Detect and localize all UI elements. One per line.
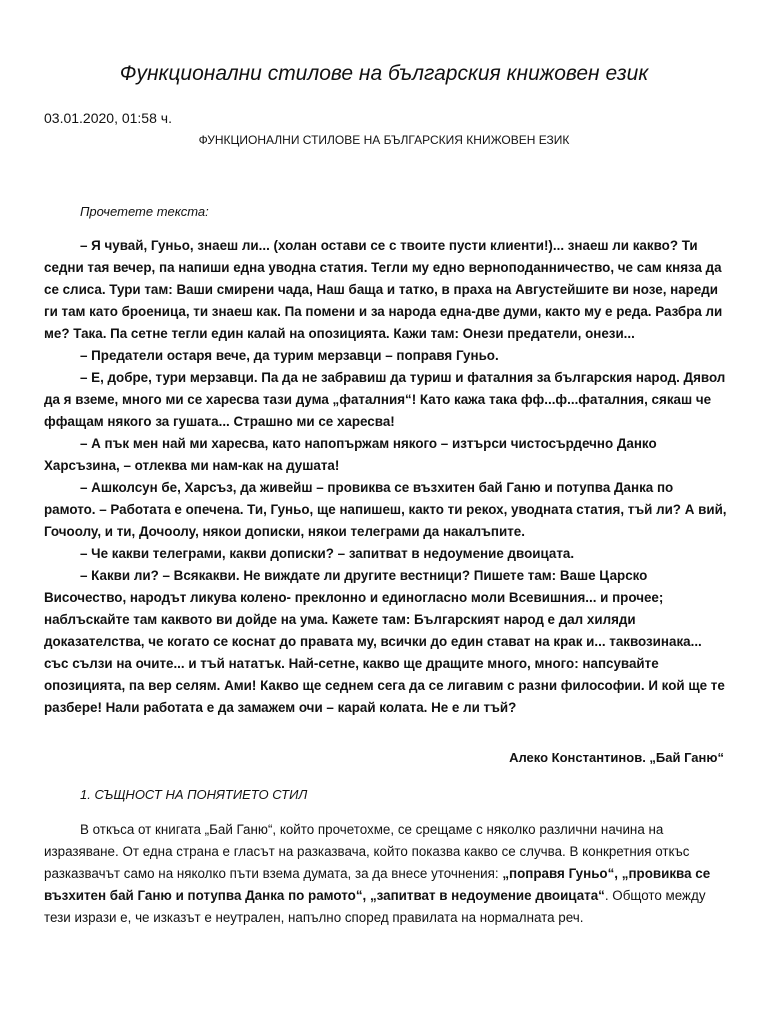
document-title: Функционални стилове на българския книжовен език: [119, 62, 649, 85]
analysis-paragraph: [44, 819, 728, 929]
analysis-text: В откъса от книгата „Бай Ганю“, който прочетохме, се срещаме с няколко различни начина на изразяване. От една страна е гласът на разказвача, който показва какво се случва. В конкретния откъс разказвачът само на няколко пъти взема думата, за да внесе уточнения:: [44, 822, 690, 881]
reading-prompt: Прочетете текста:: [80, 204, 209, 219]
dialogue-line: – Предатели остаря вече, да турим мерзавци – поправя Гуньо.: [80, 348, 499, 363]
dialogue-line: – Какви ли? – Всякакви. Не виждате ли другите вестници? Пишете там: Ваше Царско Височество, народът ликува колено- преклонно и единогласно моли Всевишния... и прочее; наблъскайте там каквото ви дойде на ума. Кажете там: Българският народ е дал хиляди доказателства, че когато се коснат до правата му, всички до един стават на крак и... таквозинака... със сълзи на очите... и тъй нататък. Най-сетне, какво ще дращите много, много: напсувайте опозицията, па вер селям. Ами! Какво ще седнем сега да се лигавим с разни философии. И кой ще те разбере! Нали работата е да замажем очи – карай колата. Не е ли тъй?: [44, 568, 725, 715]
analysis-text: . Общото между тези изрази е, че изказът е неутрален, напълно според правилата на нормалната реч.: [44, 888, 706, 925]
dialogue-line: – Е, добре, тури мерзавци. Па да не забравиш да туриш и фаталния за българския народ. Дявол да я вземе, много ми се харесва тази дума „фаталния“! Като кажа така фф...ф...фаталния, сякаш че ффащам някого за гушата... Страшно ми се харесва!: [44, 370, 726, 429]
section-heading: 1. СЪЩНОСТ НА ПОНЯТИЕТО СТИЛ: [80, 787, 308, 802]
dialogue-line: – Че какви телеграми, какви дописки? – запитват в недоумение двоицата.: [80, 546, 575, 561]
document-subtitle: ФУНКЦИОНАЛНИ СТИЛОВЕ НА БЪЛГАРСКИЯ КНИЖОВЕН ЕЗИК: [198, 133, 570, 147]
dialogue-line: – Я чувай, Гуньо, знаеш ли... (холан остави се с твоите пусти клиенти!)... знаеш ли какво? Ти седни тая вечер, па напиши една уводна статия. Тегли му едно верноподанничество, че сам княза да се слиса. Тури там: Ваши смирени чада, Наш баща и татко, в праха на Августейшите ви нозе, нареди ги там като броеница, ти знаеш как. Па помени и за народа една-две думи, както му е реда. Разбра ли ме? Така. Па сетне тегли един калай на опозицията. Кажи там: Онези предатели, онези...: [44, 238, 723, 341]
dialogue-line: – А пък мен най ми харесва, като напопържам някого – изтърси чистосърдечно Данко Харсъзина, – отлеква ми нам-как на душата!: [44, 436, 657, 473]
dialogue-line: – Ашколсун бе, Харсъз, да живейш – провиква се възхитен бай Ганю и потупва Данка по рамото. – Работата е опечена. Ти, Гуньо, ще напишеш, както ти рекох, уводната статия, тъй ли? А вий, Гочоолу, и ти, Дочоолу, някои дописки, някои телеграми да накалъпите.: [44, 480, 727, 539]
excerpt-author: Алеко Константинов. „Бай Ганю“: [509, 750, 724, 765]
excerpt-dialogue: [44, 235, 728, 719]
analysis-quotes: „поправя Гуньо“, „провиква се възхитен бай Ганю и потупва Данка по рамото“, „запитват в недоумение двоицата“: [44, 866, 711, 903]
publish-date: 03.01.2020, 01:58 ч.: [44, 110, 172, 126]
